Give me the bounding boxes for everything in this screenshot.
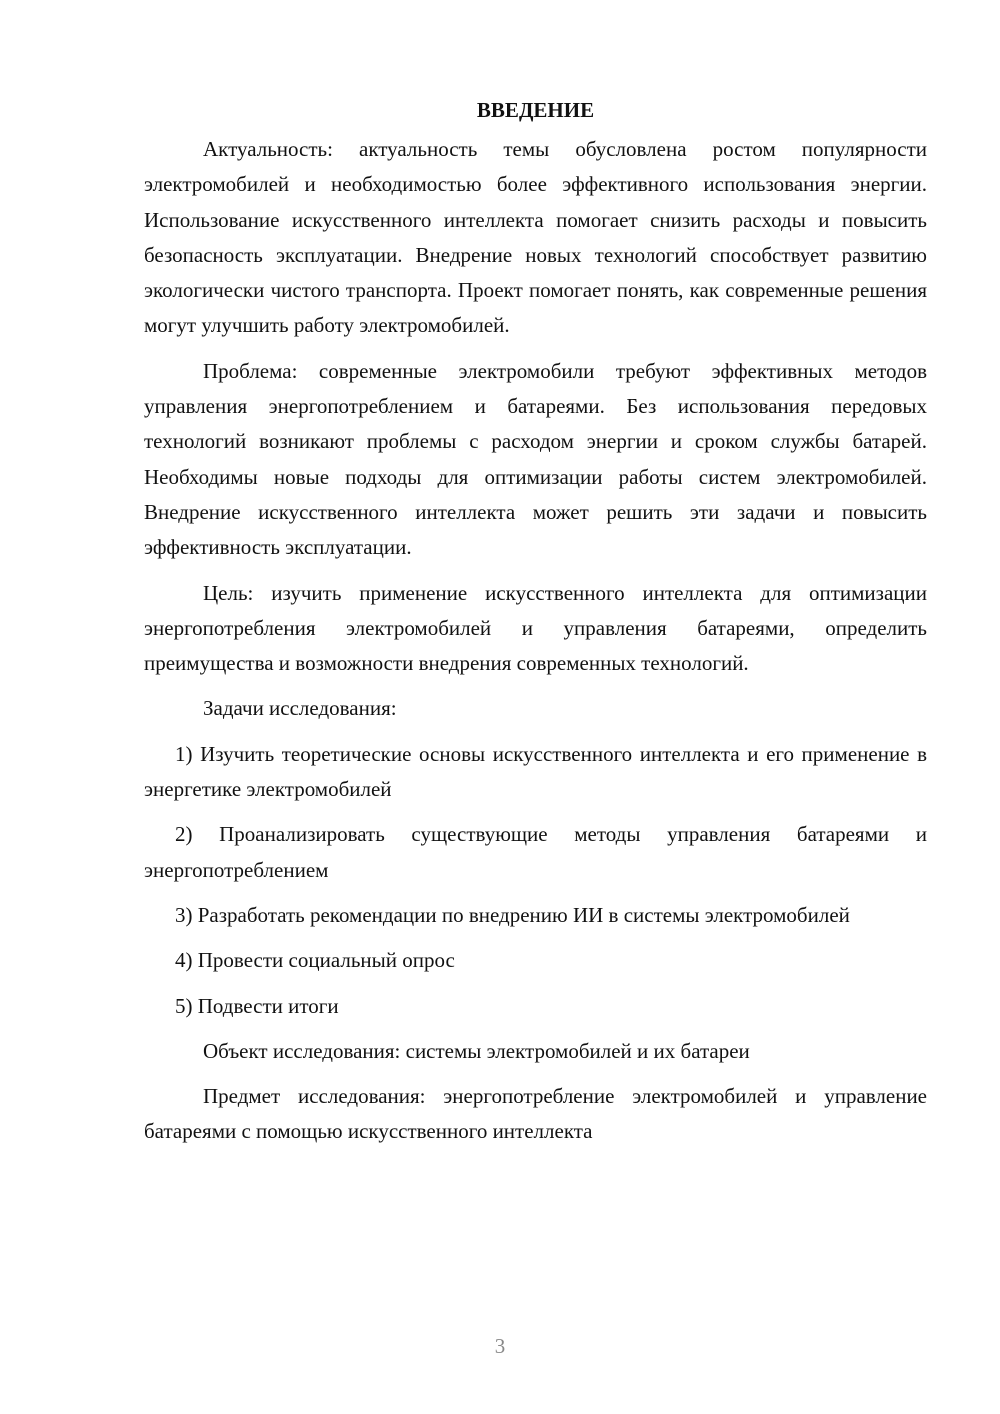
task-item-5: 5) Подвести итоги [175, 993, 339, 1018]
task-item-3: 3) Разработать рекомендации по внедрению ИИ в системы электромобилей [175, 902, 850, 927]
paragraph-goal: Цель: изучить применение искусственного интеллекта для оптимизации энергопотребления электромобилей и управления батареями, определить преимущества и возможности внедрения современных технологий. [144, 580, 927, 676]
paragraph-relevance: Актуальность: актуальность темы обусловлена ростом популярности электромобилей и необходимостью более эффективного использования энергии. Использование искусственного интеллекта помогает снизить расходы и повысить безопасность эксплуатации. Внедрение новых технологий способствует развитию экологически чистого транспорта. Проект помогает понять, как современные решения могут улучшить работу электромобилей. [144, 137, 927, 338]
page-number: 3 [494, 1334, 506, 1358]
task-item-2: 2) Проанализировать существующие методы управления батареями и энергопотреблением [144, 822, 927, 882]
tasks-heading: Задачи исследования: [203, 696, 397, 721]
tasks-list [144, 737, 927, 1024]
task-item-4: 4) Провести социальный опрос [175, 948, 455, 973]
task-item-1: 1) Изучить теоретические основы искусственного интеллекта и его применение в энергетике электромобилей [144, 741, 927, 802]
document-page [144, 94, 927, 1160]
paragraph-problem: Проблема: современные электромобили требуют эффективных методов управления энергопотреблением и батареями. Без использования передовых технологий возникают проблемы с расходом энергии и сроком службы батарей. Необходимы новые подходы для оптимизации работы систем электромобилей. Внедрение искусственного интеллекта может решить эти задачи и повысить эффективность эксплуатации. [144, 358, 927, 560]
paragraph-object: Объект исследования: системы электромобилей и их батареи [203, 1038, 750, 1063]
paragraph-subject: Предмет исследования: энергопотребление электромобилей и управление батареями с помощью искусственного интеллекта [144, 1084, 927, 1144]
page-title: ВВЕДЕНИЕ [476, 98, 595, 122]
